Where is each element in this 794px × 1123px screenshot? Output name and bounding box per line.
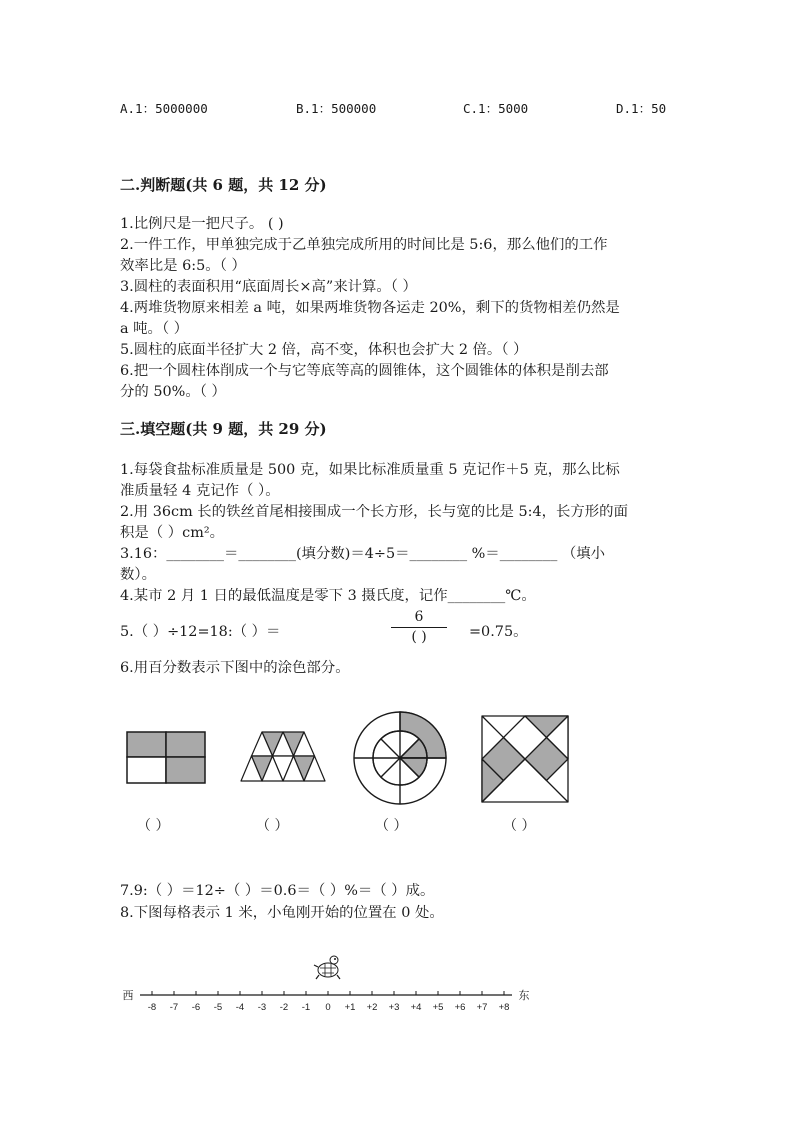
s2-line-8: 6.把一个圆柱体削成一个与它等底等高的圆锥体，这个圆锥体的体积是削去部 [120,363,609,379]
section3-heading: 三.填空题(共 9 题，共 29 分) [120,420,327,438]
s3-line-1: 1.每袋食盐标准质量是 500 克，如果比标准质量重 5 克记作＋5 克，那么比标 [120,462,620,478]
tick-label: +3 [388,1002,400,1013]
s2-line-6: a 吨。（ ） [120,321,189,337]
q7-text: 7.9:（ ）＝12÷（ ）＝0.6＝（ ）%＝（ ）成。 [120,883,435,899]
number-line [120,950,540,1020]
figure-circle [354,712,446,804]
q5-left: 5.（ ）÷12=18:（ ）＝ [120,624,281,640]
tick-label: +8 [498,1002,510,1013]
tick-label: 0 [325,1002,331,1013]
s3-line-7: 4.某市 2 月 1 日的最低温度是零下 3 摄氏度，记作________℃。 [120,588,536,604]
tick-label: +1 [344,1002,356,1013]
figure-rectangle [127,732,205,783]
option-a: A.1：5000000 [120,101,208,116]
answer-blank-2[interactable]: （ ） [256,818,289,834]
q8-text: 8.下图每格表示 1 米，小龟刚开始的位置在 0 处。 [120,905,444,921]
tick-label: -2 [279,1002,289,1013]
answer-blank-1[interactable]: （ ） [137,818,170,834]
tick-label: -6 [191,1002,201,1013]
option-c: C.1：5000 [463,101,529,116]
tick-label: +4 [410,1002,422,1013]
option-d: D.1：50 [616,101,667,116]
tick-group [148,991,510,1013]
answer-blank-3[interactable]: （ ） [375,818,408,834]
s2-line-2: 2.一件工作，甲单独完成于乙单独完成所用的时间比是 5:6，那么他们的工作 [120,237,608,253]
s2-line-3: 效率比是 6:5。（ ） [120,258,246,274]
tick-label: +7 [476,1002,488,1013]
fraction-bar [391,627,447,628]
s2-line-4: 3.圆柱的表面积用“底面周长×高”来计算。（ ） [120,279,417,295]
tick-label: -7 [169,1002,179,1013]
s2-line-7: 5.圆柱的底面半径扩大 2 倍，高不变，体积也会扩大 2 倍。（ ） [120,342,528,358]
s3-line-4: 积是（ ）cm²。 [120,525,225,541]
s3-line-3: 2.用 36cm 长的铁丝首尾相接围成一个长方形，长与宽的比是 5:4，长方形的面 [120,504,628,520]
answer-blank-4[interactable]: （ ） [503,818,536,834]
s3-line-2: 准质量轻 4 克记作（ ）。 [120,483,280,499]
q5-denominator: ( ) [411,629,427,645]
tick-label: -8 [147,1002,157,1013]
east-label: 东 [518,989,530,1002]
tick-label: -5 [213,1002,223,1013]
turtle-icon [314,956,340,979]
s3-line-5: 3.16：________＝________(填分数)＝4÷5＝________ %＝________ （填小 [120,546,606,562]
section2-heading: 二.判断题(共 6 题，共 12 分) [120,176,327,194]
s2-line-1: 1.比例尺是一把尺子。 ( ) [120,216,284,232]
tick-label: -4 [235,1002,245,1013]
q5-numerator: 6 [414,609,424,625]
figure-trapezoid [241,732,325,781]
s2-line-5: 4.两堆货物原来相差 a 吨，如果两堆货物各运走 20%，剩下的货物相差仍然是 [120,300,620,316]
figure-tangram [482,716,568,802]
tick-label: +2 [366,1002,378,1013]
q5-right: =0.75。 [469,624,528,640]
tick-label: -3 [257,1002,267,1013]
shaded-figures [120,710,590,810]
tick-label: +5 [432,1002,444,1013]
q6-text: 6.用百分数表示下图中的涂色部分。 [120,660,350,676]
s3-line-6: 数）。 [120,567,156,583]
tick-label: +6 [454,1002,466,1013]
option-b: B.1：500000 [296,101,377,116]
west-label: 西 [122,989,134,1002]
tick-label: -1 [301,1002,311,1013]
s2-line-9: 分的 50%。（ ） [120,384,226,400]
